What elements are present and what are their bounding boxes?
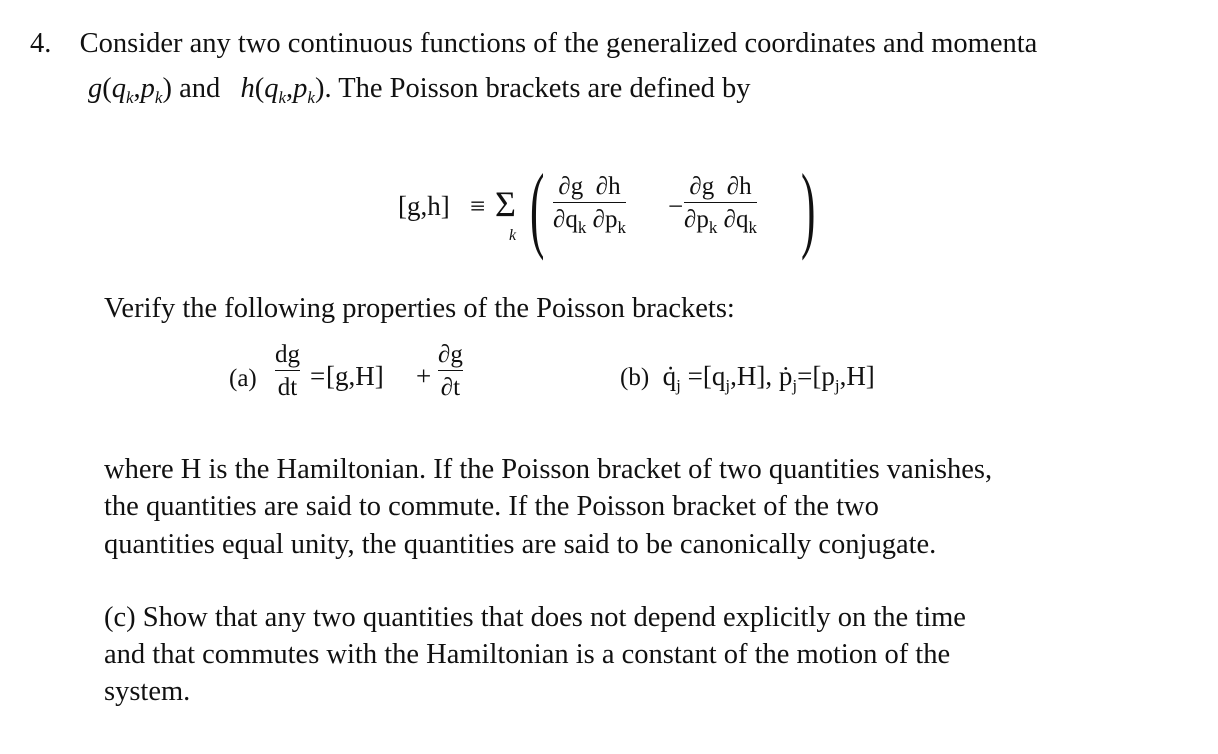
right-paren: ) <box>801 154 816 261</box>
part-b-comma: , <box>765 361 773 391</box>
term1-fraction-bar <box>553 202 626 203</box>
explanation-line-3: quantities equal unity, the quantities are said to be canonically conjugate. <box>104 529 937 560</box>
part-a-label: (a) <box>229 365 257 392</box>
part-c-line-1: (c) Show that any two quantities that does not depend explicitly on the time <box>104 602 966 633</box>
part-c-line-2: and that commutes with the Hamiltonian is a constant of the motion of the <box>104 639 951 670</box>
minus-sign: − <box>668 191 684 221</box>
q-dot: q̇ <box>662 361 677 391</box>
term1-numerator: ∂g ∂h <box>558 173 621 200</box>
explanation-line-2: the quantities are said to commute. If the Poisson bracket of the two <box>104 491 879 522</box>
g-function: $g(q_k,p_k)$ <box>88 73 172 107</box>
dg-numerator: dg <box>275 341 300 368</box>
q-dot-index: j <box>676 376 681 395</box>
bracket-1-index: j <box>725 376 731 395</box>
part-b-equals-1: = <box>687 361 703 391</box>
h-function: $h(q_k,p_k)$ <box>240 73 325 107</box>
term2-fraction <box>684 174 757 236</box>
bracket-2-close: ,H] <box>839 361 875 391</box>
left-paren: ( <box>530 154 545 261</box>
term2-denominator: $\partial p_k$ $\partial q_k$ <box>684 206 757 237</box>
p-dot: ṗ <box>778 361 793 391</box>
bracket-1-open: [q <box>702 361 726 391</box>
explanation-line-1: where H is the Hamiltonian. If the Poisson bracket of two quantities vanishes, <box>104 454 993 485</box>
part-b-label: (b) <box>620 364 650 391</box>
definition-lhs: [g,h] <box>398 191 450 221</box>
dt-denominator: dt <box>277 374 298 401</box>
bracket-2-open: [p <box>812 361 835 391</box>
part-a-bracket: [g,H] <box>326 361 384 391</box>
problem-intro: Consider any two continuous functions of the generalized coordinates and momenta <box>79 28 1038 59</box>
term2-numerator: ∂g ∂h <box>689 173 752 200</box>
p-dot-index: j <box>792 376 798 395</box>
problem-line-2 <box>88 75 751 106</box>
problem-line-1 <box>30 30 1037 59</box>
part-c-line-3: system. <box>104 676 191 707</box>
partial-g-numerator: ∂g <box>438 341 463 368</box>
bracket-1-close: ,H] <box>730 361 766 391</box>
sum-sign: Σ <box>495 184 516 224</box>
problem-number: 4. <box>30 28 52 59</box>
sum-index: k <box>509 227 517 244</box>
term1-fraction <box>553 174 626 236</box>
partial-g-t-bar <box>438 370 463 371</box>
term2-fraction-bar <box>684 202 757 203</box>
partial-t-denominator: ∂t <box>440 374 461 401</box>
part-a-equals: = <box>310 361 326 391</box>
partial-g-t-fraction <box>438 342 463 400</box>
verify-text: Verify the following properties of the Poisson brackets: <box>104 293 735 324</box>
term1-denominator: $\partial q_k$ $\partial p_k$ <box>553 206 626 237</box>
dg-dt-bar <box>275 370 300 371</box>
part-b <box>620 363 875 394</box>
and-word: and <box>179 73 221 104</box>
part-b-equals-2: = <box>797 361 813 391</box>
equiv-sign: ≡ <box>470 191 486 221</box>
bracket-2-index: j <box>834 376 840 395</box>
definition-text: . The Poisson brackets are defined by <box>324 73 751 104</box>
dg-dt-fraction <box>275 342 300 400</box>
part-a-plus: + <box>416 361 432 391</box>
